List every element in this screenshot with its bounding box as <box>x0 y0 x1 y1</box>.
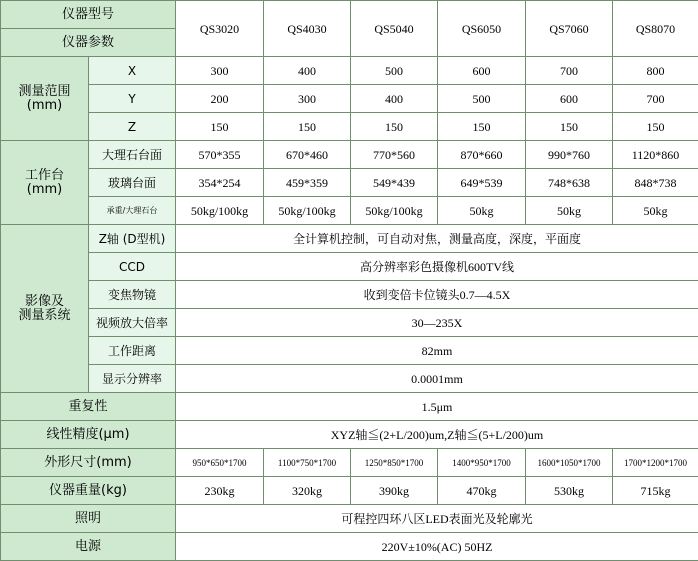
range-value: 150 <box>613 113 698 141</box>
imaging-label-line1: 影像及 <box>24 293 64 309</box>
range-value: 600 <box>526 85 613 113</box>
model-header: QS4030 <box>264 1 351 57</box>
range-label-line2: (mm) <box>26 97 63 113</box>
stage-value: 770*560 <box>351 141 438 169</box>
stage-value: 870*660 <box>438 141 526 169</box>
weight-value: 715kg <box>613 477 698 505</box>
dimensions-value: 1250*850*1700 <box>351 449 438 477</box>
stage-value: 50kg/100kg <box>176 197 264 225</box>
model-label: 仪器型号 <box>1 1 176 29</box>
range-value: 400 <box>351 85 438 113</box>
range-value: 700 <box>613 85 698 113</box>
range-value: 200 <box>176 85 264 113</box>
dimensions-value: 1400*950*1700 <box>438 449 526 477</box>
model-header: QS7060 <box>526 1 613 57</box>
range-value: 500 <box>351 57 438 85</box>
imaging-row-label: 显示分辨率 <box>89 365 176 393</box>
weight-value: 390kg <box>351 477 438 505</box>
stage-value: 670*460 <box>264 141 351 169</box>
range-value: 500 <box>438 85 526 113</box>
range-value: 150 <box>176 113 264 141</box>
linearity-value: XYZ轴≦(2+L/200)um,Z轴≦(5+L/200)um <box>176 421 698 449</box>
model-header: QS6050 <box>438 1 526 57</box>
imaging-label <box>1 225 89 393</box>
model-header: QS3020 <box>176 1 264 57</box>
model-header: QS5040 <box>351 1 438 57</box>
imaging-value: 全计算机控制，可自动对焦，测量高度，深度，平面度 <box>176 225 698 253</box>
power-label: 电源 <box>1 533 176 561</box>
weight-value: 320kg <box>264 477 351 505</box>
range-value: 300 <box>264 85 351 113</box>
repeatability-label: 重复性 <box>1 393 176 421</box>
params-label: 仪器参数 <box>1 29 176 57</box>
stage-label <box>1 141 89 225</box>
model-header: QS8070 <box>613 1 698 57</box>
stage-value: 50kg <box>438 197 526 225</box>
stage-value: 990*760 <box>526 141 613 169</box>
stage-value: 459*359 <box>264 169 351 197</box>
range-value: 150 <box>438 113 526 141</box>
imaging-row-label: 视频放大倍率 <box>89 309 176 337</box>
range-value: 150 <box>264 113 351 141</box>
stage-value: 50kg <box>526 197 613 225</box>
lighting-label: 照明 <box>1 505 176 533</box>
linearity-label: 线性精度(μm) <box>1 421 176 449</box>
lighting-value: 可程控四环八区LED表面光及轮廓光 <box>176 505 698 533</box>
stage-label-line1: 工作台 <box>24 167 64 183</box>
imaging-value: 收到变倍卡位镜头0.7—4.5X <box>176 281 698 309</box>
range-value: 400 <box>264 57 351 85</box>
stage-value: 50kg/100kg <box>264 197 351 225</box>
repeatability-value: 1.5μm <box>176 393 698 421</box>
dimensions-value: 950*650*1700 <box>176 449 264 477</box>
range-value: 150 <box>526 113 613 141</box>
imaging-row-label: Z轴 (D型机) <box>89 225 176 253</box>
stage-value: 50kg/100kg <box>351 197 438 225</box>
range-value: 150 <box>351 113 438 141</box>
weight-label: 仪器重量(kg) <box>1 477 176 505</box>
dimensions-value: 1600*1050*1700 <box>526 449 613 477</box>
stage-value: 1120*860 <box>613 141 698 169</box>
dimensions-label: 外形尺寸(mm) <box>1 449 176 477</box>
stage-value: 354*254 <box>176 169 264 197</box>
imaging-value: 82mm <box>176 337 698 365</box>
power-value: 220V±10%(AC) 50HZ <box>176 533 698 561</box>
range-value: 800 <box>613 57 698 85</box>
axis-label: X <box>89 57 176 85</box>
imaging-value: 30—235X <box>176 309 698 337</box>
weight-value: 230kg <box>176 477 264 505</box>
stage-row-label: 玻璃台面 <box>89 169 176 197</box>
stage-value: 649*539 <box>438 169 526 197</box>
stage-value: 50kg <box>613 197 698 225</box>
axis-label: Z <box>89 113 176 141</box>
weight-value: 530kg <box>526 477 613 505</box>
stage-row-label: 承重/大理石台 <box>89 197 176 225</box>
weight-value: 470kg <box>438 477 526 505</box>
imaging-value: 高分辨率彩色摄像机600TV线 <box>176 253 698 281</box>
stage-value: 748*638 <box>526 169 613 197</box>
stage-value: 549*439 <box>351 169 438 197</box>
imaging-label-line2: 测量系统 <box>18 307 71 323</box>
dimensions-value: 1700*1200*1700 <box>613 449 698 477</box>
imaging-row-label: 变焦物镜 <box>89 281 176 309</box>
range-value: 700 <box>526 57 613 85</box>
stage-value: 570*355 <box>176 141 264 169</box>
stage-value: 848*738 <box>613 169 698 197</box>
imaging-row-label: 工作距离 <box>89 337 176 365</box>
imaging-value: 0.0001mm <box>176 365 698 393</box>
range-label <box>1 57 89 141</box>
stage-label-line2: (mm) <box>26 181 63 197</box>
axis-label: Y <box>89 85 176 113</box>
range-label-line1: 测量范围 <box>18 83 71 99</box>
imaging-row-label: CCD <box>89 253 176 281</box>
range-value: 300 <box>176 57 264 85</box>
dimensions-value: 1100*750*1700 <box>264 449 351 477</box>
stage-row-label: 大理石台面 <box>89 141 176 169</box>
range-value: 600 <box>438 57 526 85</box>
